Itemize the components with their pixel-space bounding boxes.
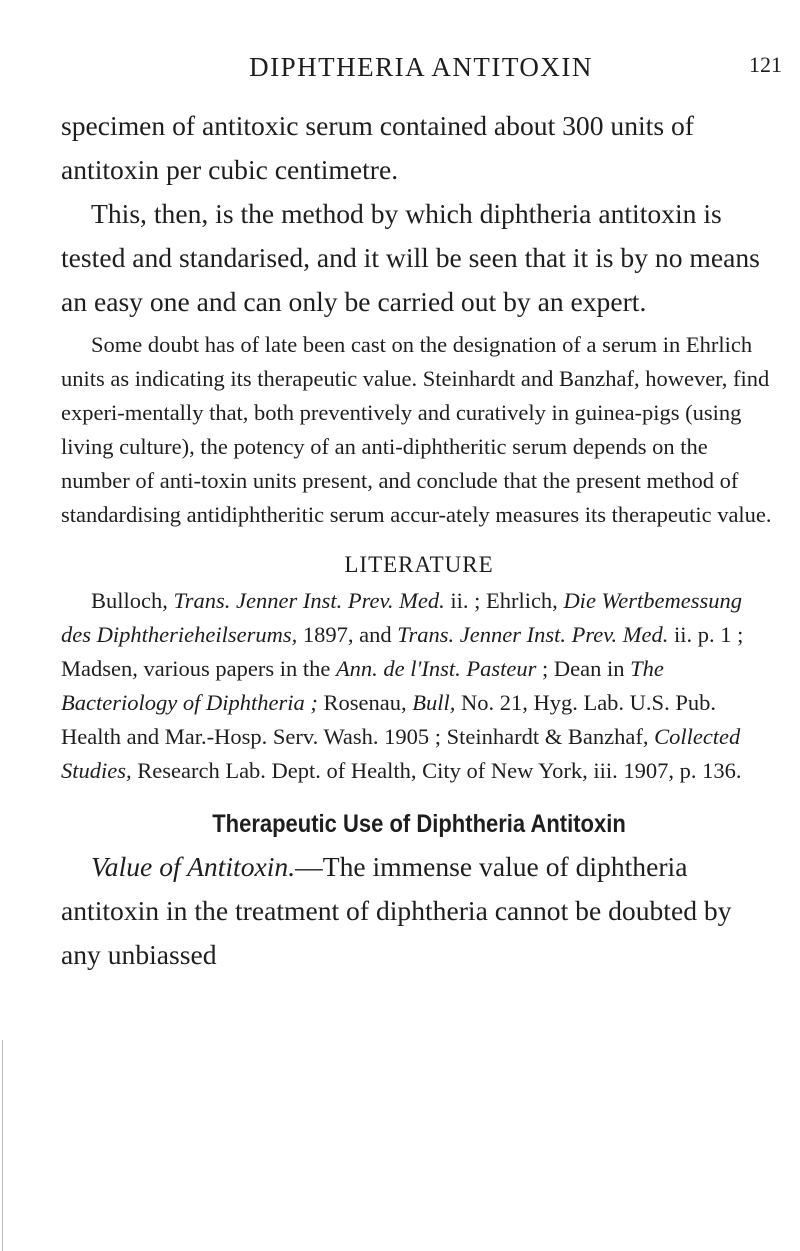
running-head: DIPHTHERIA ANTITOXIN bbox=[249, 52, 593, 82]
reference-text: ii. ; Ehrlich, bbox=[444, 588, 564, 613]
reference-text: Bulloch, bbox=[91, 588, 174, 613]
reference-text: 1897, and bbox=[297, 622, 398, 647]
body-text bbox=[61, 104, 777, 977]
value-of-antitoxin-lead: Value of Antitoxin. bbox=[91, 851, 296, 882]
paragraph-ehrlich-units: Some doubt has of late been cast on the designation of a serum in Ehrlich units as indicating its therapeutic value. Steinhardt and Banzhaf, however, find experi-mentally that, both preventively and curatively in guinea-pigs (using living culture), the potency of an anti-diphtheritic serum depends on the number of anti-toxin units present, and conclude that the present method of standardising antidiphtheritic serum accur-ately measures its therapeutic value. bbox=[61, 332, 772, 527]
reference-title: Trans. Jenner Inst. Prev. Med. bbox=[173, 588, 445, 613]
page-number: 121 bbox=[749, 52, 782, 77]
paragraph-method: This, then, is the method by which diphtheria antitoxin is tested and standarised, and it will be seen that it is by no means an easy one and can only be carried out by an expert. bbox=[61, 198, 760, 317]
reference-title: Trans. Jenner Inst. Prev. Med. bbox=[397, 622, 669, 647]
page-edge-line bbox=[2, 1040, 3, 1251]
reference-text: Rosenau, bbox=[317, 690, 413, 715]
reference-title: Die Wertbemessung des Diphtherieheilserums, bbox=[61, 588, 742, 647]
paragraph-continuation: specimen of antitoxic serum contained about 300 units of antitoxin per cubic centimetre. bbox=[61, 110, 694, 185]
reference-text: ii. p. 1 ; Madsen, various papers in the bbox=[61, 622, 744, 681]
reference-title: Ann. de l'Inst. Pasteur bbox=[335, 656, 537, 681]
paragraph-value-of-antitoxin bbox=[61, 845, 777, 977]
value-of-antitoxin-text: —The immense value of diphtheria antitoxin in the treatment of diphtheria cannot be doubted by any unbiassed bbox=[61, 851, 732, 970]
page-header bbox=[60, 52, 782, 88]
reference-text: ; Dean in bbox=[536, 656, 631, 681]
reference-text: Research Lab. Dept. of Health, City of New York, iii. 1907, p. 136. bbox=[131, 758, 742, 783]
reference-text: No. 21, Hyg. Lab. U.S. Pub. Health and Mar.-Hosp. Serv. Wash. 1905 ; Steinhardt & Banzhaf, bbox=[61, 690, 716, 749]
section-heading: Therapeutic Use of Diphtheria Antitoxin bbox=[212, 810, 626, 838]
reference-title: Bull, bbox=[412, 690, 456, 715]
reference-title: The Bacteriology of Diphtheria ; bbox=[61, 656, 664, 715]
literature-heading: LITERATURE bbox=[344, 552, 494, 577]
literature-references bbox=[61, 584, 777, 788]
reference-title: Collected Studies, bbox=[61, 724, 741, 783]
